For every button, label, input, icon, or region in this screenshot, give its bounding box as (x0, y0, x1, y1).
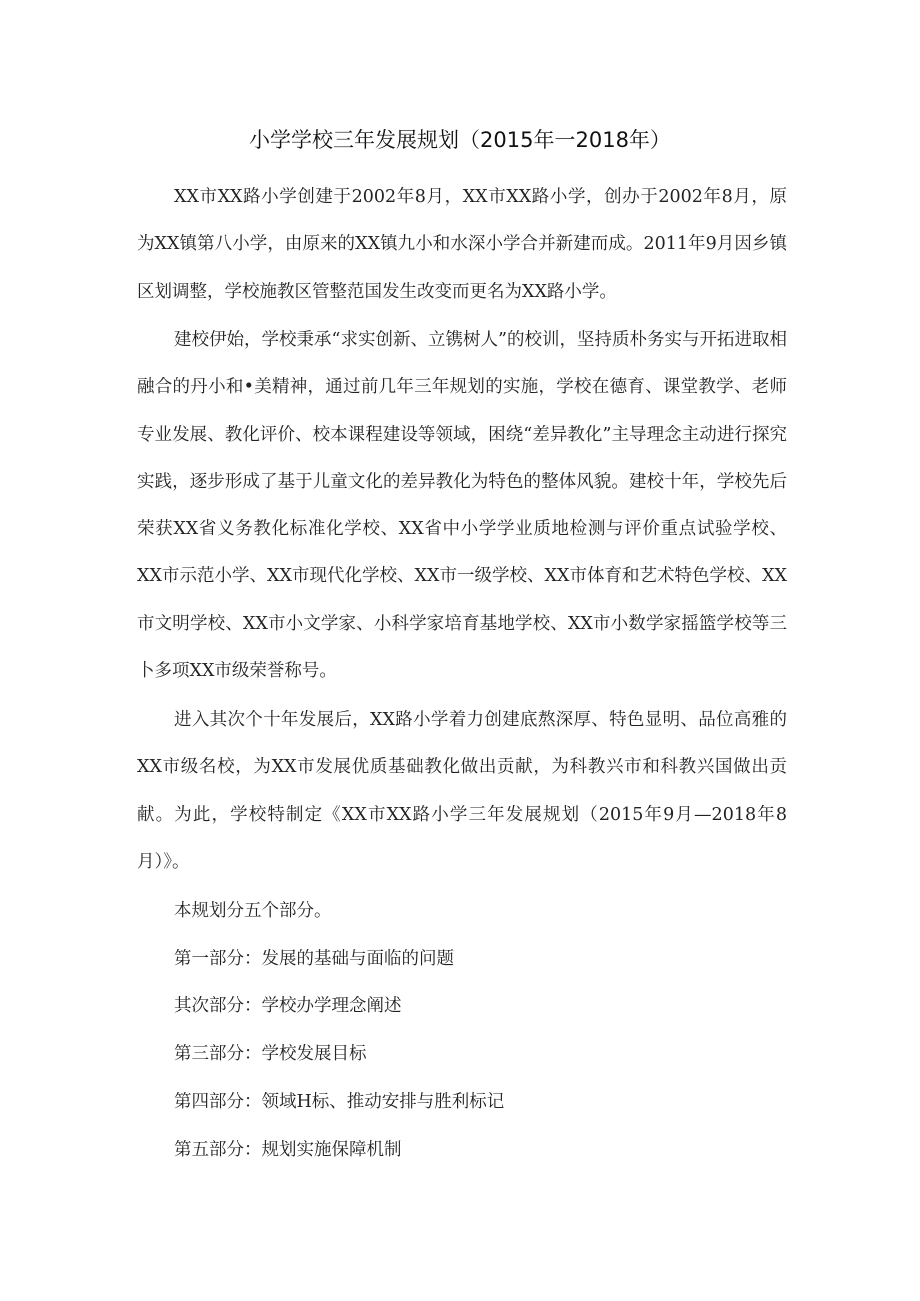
list-item: 第五部分：规划实施保障机制 (174, 1140, 402, 1160)
plan-intro: 本规划分五个部分。 (174, 901, 332, 921)
list-item: 其次部分：学校办学理念阐述 (174, 996, 402, 1016)
document-title: 小学学校三年发展规划（2015年一2018年） (249, 128, 671, 152)
list-item: 第四部分：领域H标、推动安排与胜利标记 (174, 1092, 505, 1112)
list-item: 第三部分：学校发展目标 (174, 1044, 367, 1064)
paragraph-achievements: 建校伊始，学校秉承“求实创新、立镌树人”的校训，坚持质朴务实与开拓进取相融合的丹小和•美精神，通过前几年三年规划的实施，学校在德育、课堂教学、老师专业发展、教化评价、校本课程建设等领域，困绕“差异教化”主导理念主动进行探究实践，逐步形成了基于儿童文化的差异教化为特色的整体风貌。建校十年，学校先后荣获XX省义务教化标准化学校、XX省中小学学业质地检测与评价重点试验学校、XX市示范小学、XX市现代化学校、XX市一级学校、XX市体育和艺术特色学校、XX市文明学校、XX市小文学家、小科学家培育基地学校、XX市小数学家摇篮学校等三卜多项XX市级荣誉称号。 (137, 330, 787, 682)
list-item: 第一部分：发展的基础与面临的问题 (174, 949, 454, 969)
paragraph-future: 进入其次个十年发展后，XX路小学着力创建底熬深厚、特色显明、品位高雅的XX市级名校，为XX市发展优质基础教化做出贡献，为科教兴市和科教兴国做出贡献。为此，学校特制定《XX市XX路小学三年发展规划（2015年9月—2018年8月）》。 (137, 710, 787, 872)
paragraph-history: XX市XX路小学创建于2002年8月，XX市XX路小学，创办于2002年8月，原为XX镇第八小学，由原来的XX镇九小和水深小学合并新建而成。2011年9月因乡镇区划调整，学校施教区管整范国发生改变而更名为XX路小学。 (137, 187, 787, 302)
